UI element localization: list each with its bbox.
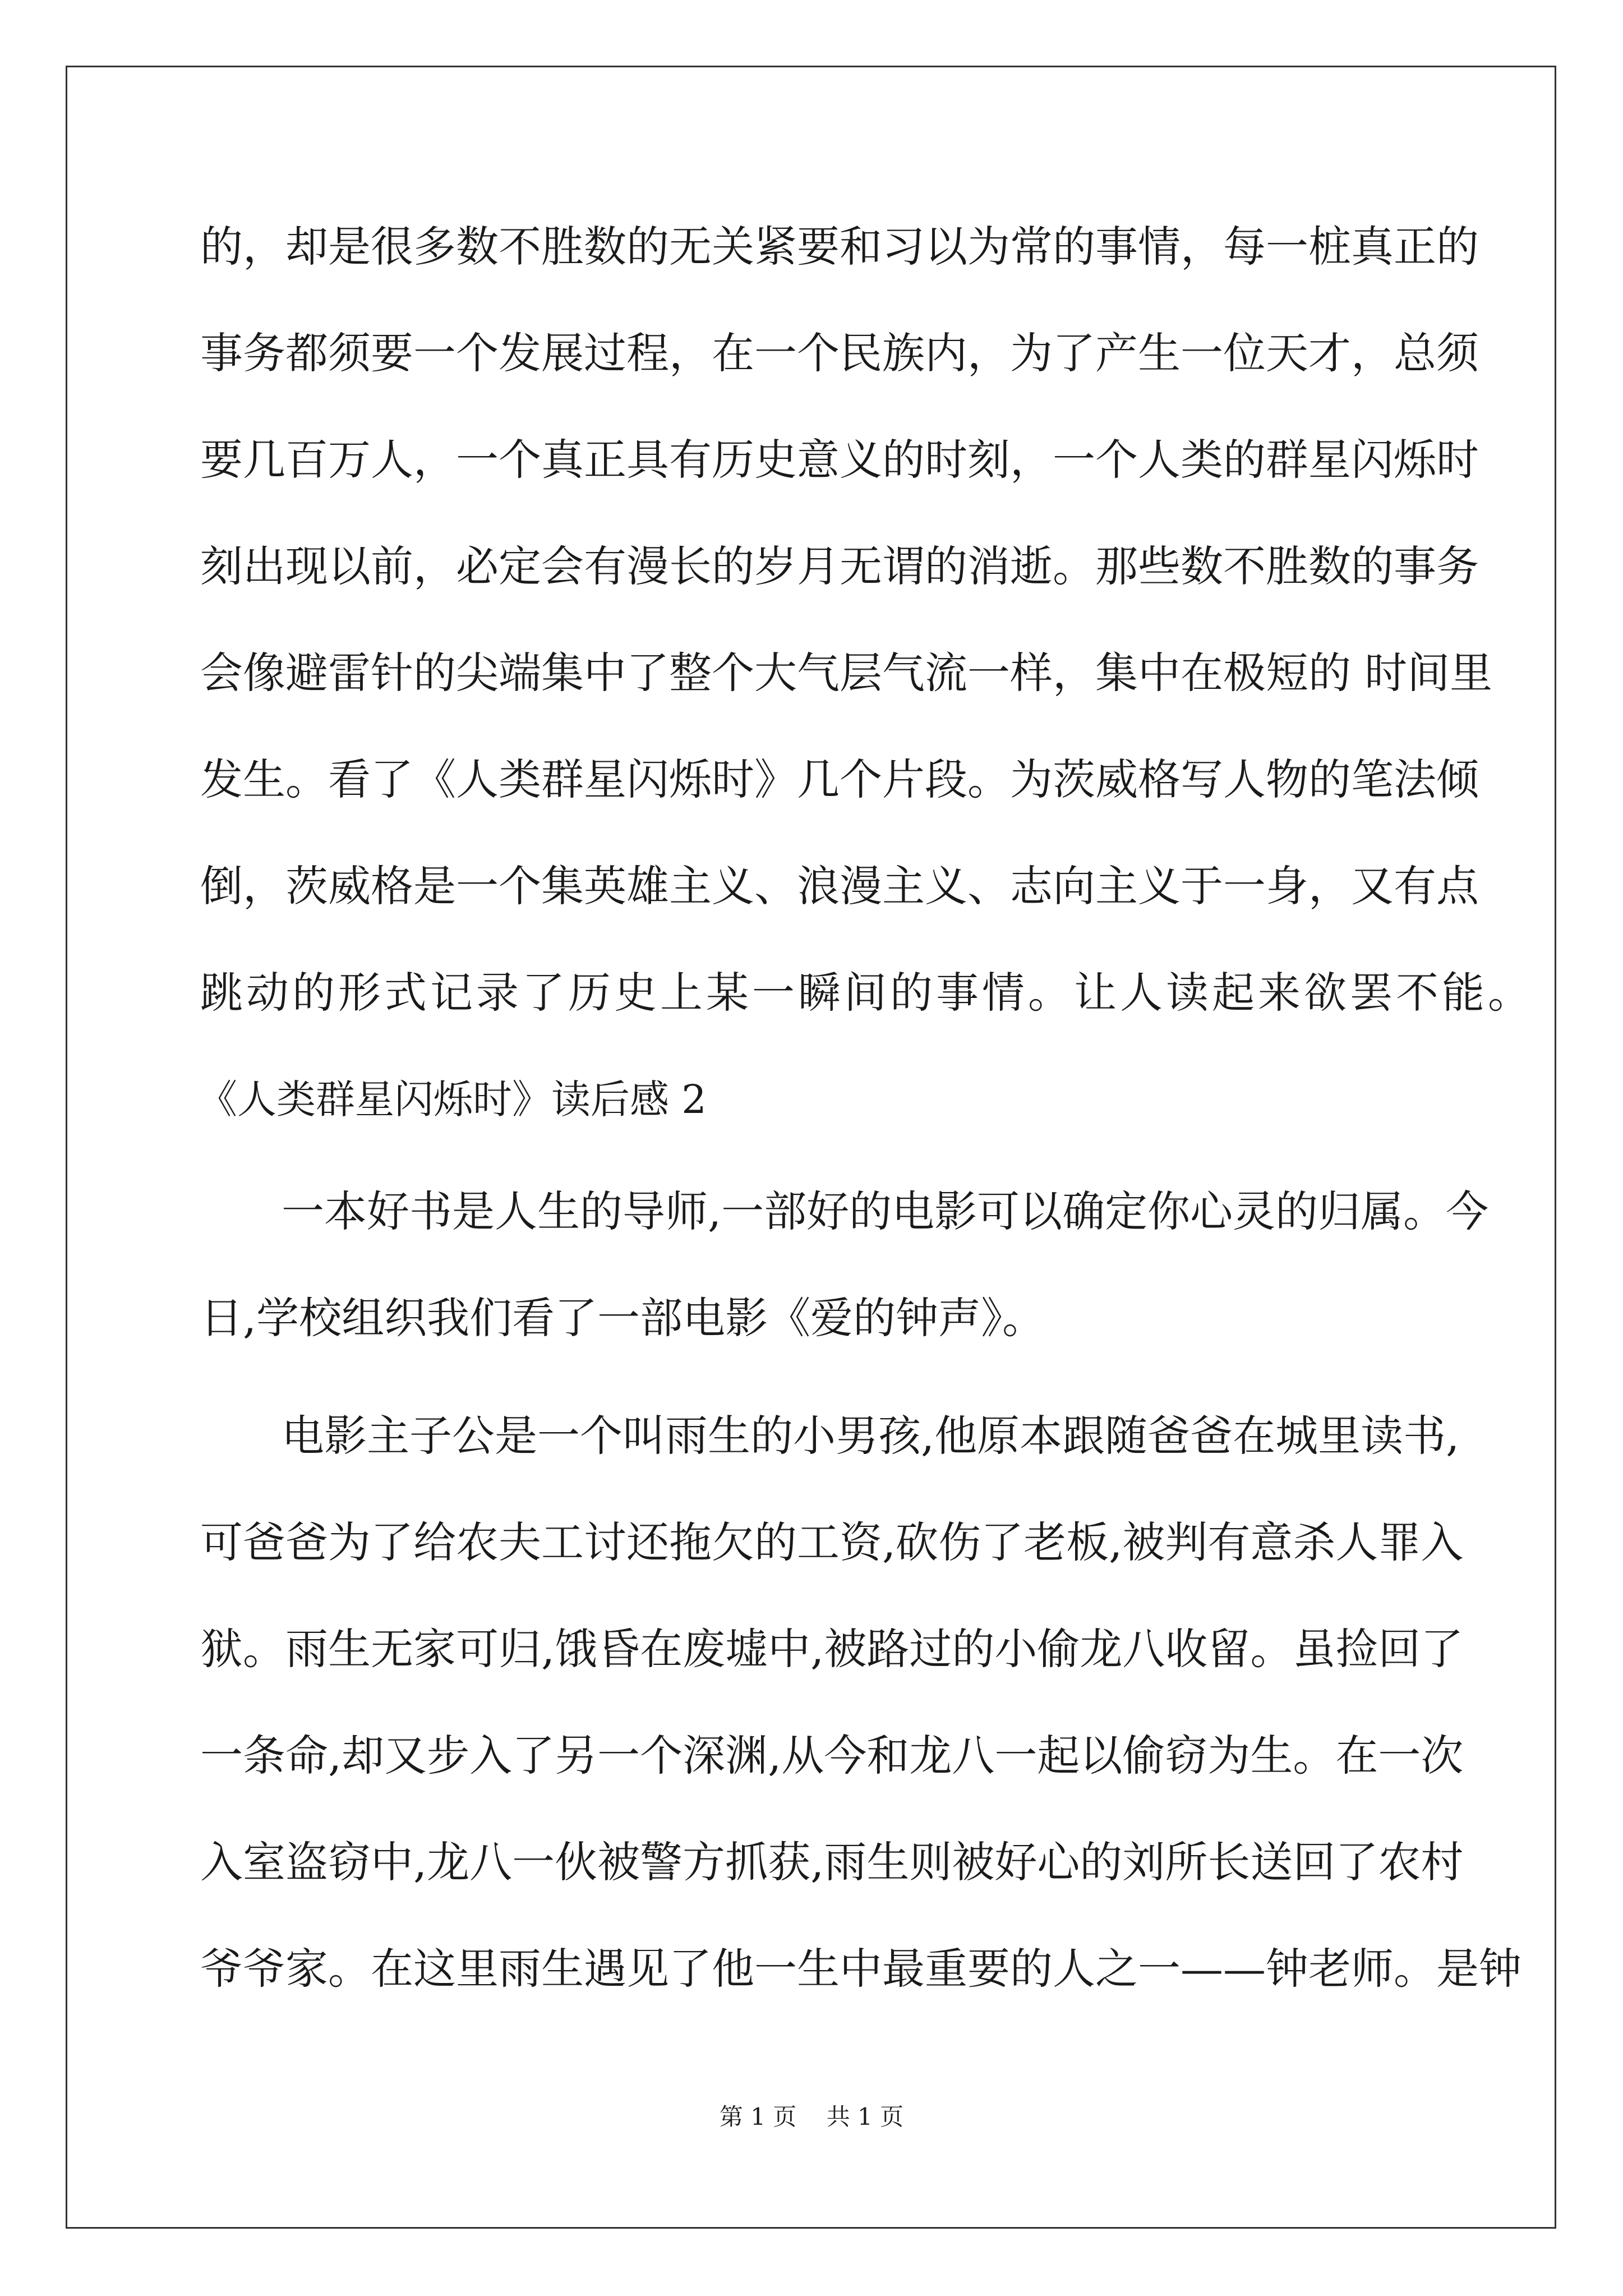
paragraph-line: 日,学校组织我们看了一部电影《爱的钟声》。: [200, 1293, 1045, 1343]
paragraph-line: 跳动的形式记录了历史上某一瞬间的事情。让人读起来欲罢不能。: [200, 968, 1534, 1018]
paragraph-line: 发 生 。 看 了 《 人 类 群 星 闪 烁 时 》 几 个 片 段 。 为 茨 威 格 写 人 物 的 笔 法 倾: [200, 754, 1479, 804]
paragraph-line: 爷 爷 家 。 在 这 里 雨 生 遇 见 了 他 一 生 中 最 重 要 的 人 之 一 — — 钟 老 师 。 是 钟: [200, 1944, 1521, 1994]
section-heading: 《人类群星闪烁时》读后感 2: [198, 1076, 707, 1122]
paragraph-line: 刻 出 现 以 前 ， 必 定 会 有 漫 长 的 岁 月 无 谓 的 消 逝 。 那 些 数 不 胜 数 的 事 务: [200, 541, 1479, 591]
paragraph-line: 一 本 好 书 是 人 生 的 导 师 , 一 部 好 的 电 影 可 以 确 定 你 心 灵 的 归 属 。 今: [282, 1186, 1489, 1236]
paragraph-line: 电 影 主 子 公 是 一 个 叫 雨 生 的 小 男 孩 , 他 原 本 跟 随 爸 爸 在 城 里 读 书 ,: [282, 1411, 1460, 1461]
paragraph-line: 入 室 盗 窃 中 , 龙 八 一 伙 被 警 方 抓 获 , 雨 生 则 被 好 心 的 刘 所 长 送 回 了 农 村: [200, 1837, 1464, 1887]
paragraph-line: 要 几 百 万 人 ， 一 个 真 正 具 有 历 史 意 义 的 时 刻 ， 一 个 人 类 的 群 星 闪 烁 时: [200, 435, 1479, 485]
paragraph-line: 可 爸 爸 为 了 给 农 夫 工 讨 还 拖 欠 的 工 资 , 砍 伤 了 老 板 , 被 判 有 意 杀 人 罪 入: [200, 1517, 1464, 1567]
paragraph-line: 的 ， 却 是 很 多 数 不 胜 数 的 无 关 紧 要 和 习 以 为 常 的 事 情 ， 每 一 桩 真 正 的: [200, 222, 1479, 272]
paragraph-line: 事 务 都 须 要 一 个 发 展 过 程 ， 在 一 个 民 族 内 ， 为 了 产 生 一 位 天 才 ， 总 须: [200, 328, 1479, 378]
paragraph-line: 一 条 命 , 却 又 步 入 了 另 一 个 深 渊 , 从 今 和 龙 八 一 起 以 偷 窃 为 生 。 在 一 次: [200, 1731, 1464, 1780]
paragraph-line: 会 像 避 雷 针 的 尖 端 集 中 了 整 个 大 气 层 气 流 一 样 ， 集 中 在 极 短 的 时 间 里: [200, 648, 1493, 698]
paragraph-line: 狱 。 雨 生 无 家 可 归 , 饿 昏 在 废 墟 中 , 被 路 过 的 小 偷 龙 八 收 留 。 虽 捡 回 了: [200, 1624, 1464, 1674]
paragraph-line: 倒 ， 茨 威 格 是 一 个 集 英 雄 主 义 、 浪 漫 主 义 、 志 向 主 义 于 一 身 ， 又 有 点: [200, 861, 1479, 911]
page-footer: 第 1 页 共 1 页: [719, 2103, 904, 2131]
page-border: [66, 66, 1556, 2229]
